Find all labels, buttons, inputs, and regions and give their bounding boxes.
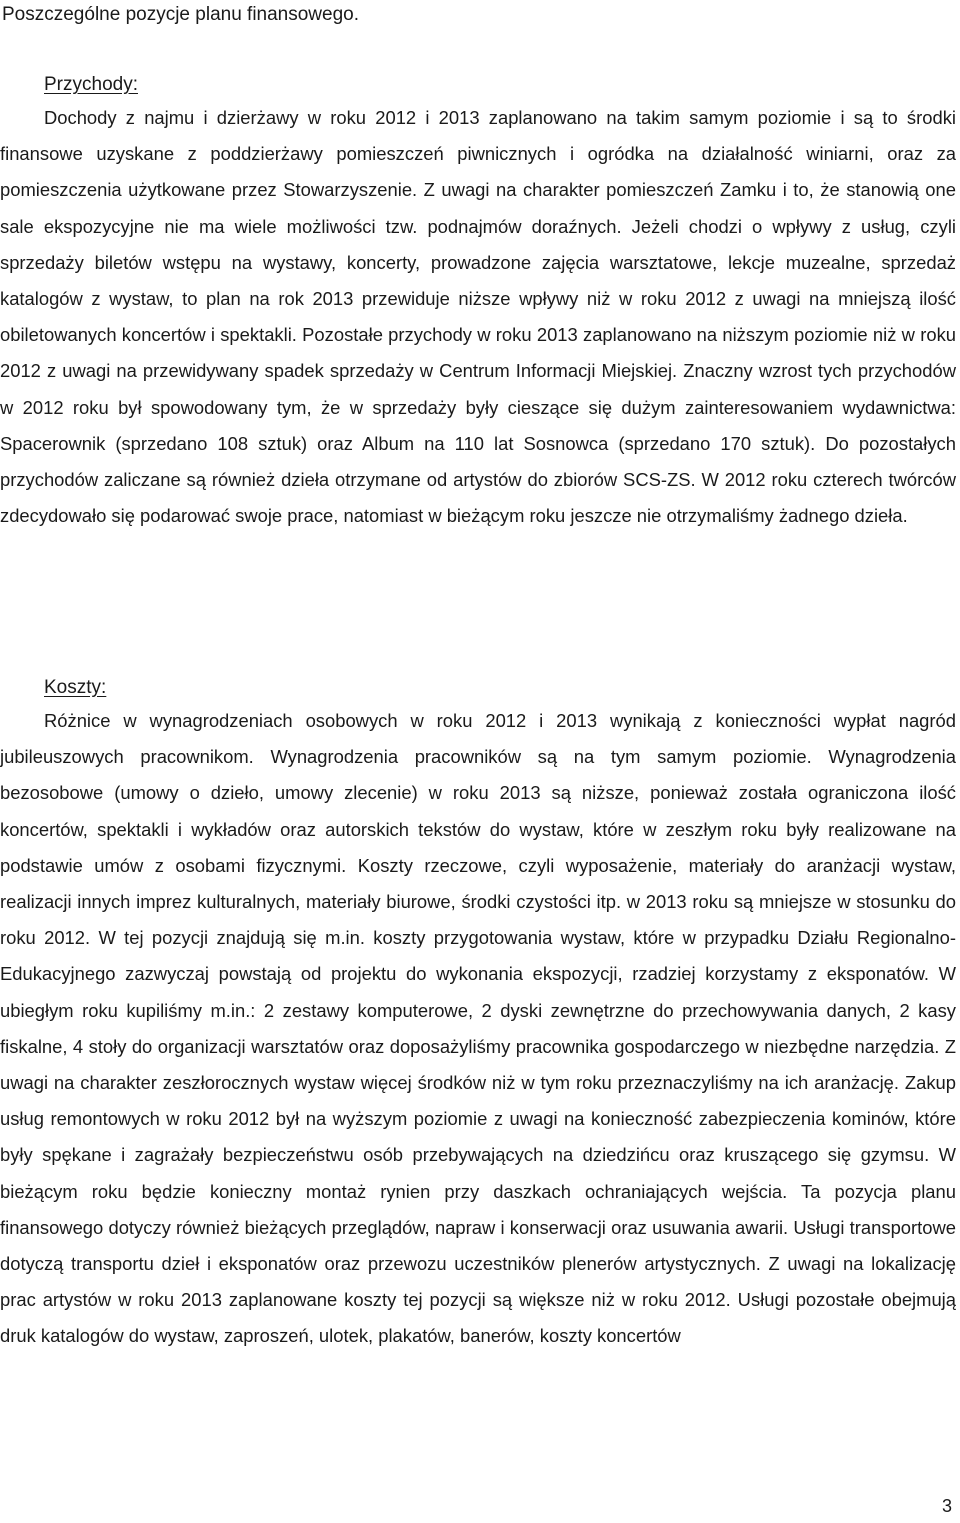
section-heading-costs: Koszty:: [44, 677, 107, 698]
page-number: 3: [941, 1496, 952, 1516]
document-title: Poszczególne pozycje planu finansowego.: [2, 4, 360, 25]
paragraph-income: Dochody z najmu i dzierżawy w roku 2012 i 2013 zaplanowano na takim samym poziomie i są to środki finansowe uzyskane z poddzierżawy pomieszczeń piwnicznych i ogródka na działalność winiarni, oraz za pomieszczenia użytkowane przez Stowarzyszenie. Z uwagi na charakter pomieszczeń Zamku i to, że stanowią one sale ekspozycyjne nie ma wiele możliwości tzw. podnajmów doraźnych. Jeżeli chodzi o wpływy z usług, czyli sprzedaży biletów wstępu na wystawy, koncerty, prowadzone zajęcia warsztatowe, lekcje muzealne, sprzedaż katalogów z wystaw, to plan na rok 2013 przewiduje niższe wpływy niż w roku 2012 z uwagi na mniejszą ilość obiletowanych koncertów i spektakli. Pozostałe przychody w roku 2013 zaplanowano na niższym poziomie niż w roku 2012 z uwagi na przewidywany spadek sprzedaży w Centrum Informacji Miejskiej. Znaczny wzrost tych przychodów w 2012 roku był spowodowany tym, że w sprzedaży były cieszące się dużym zainteresowaniem wydawnictwa: Spacerownik (sprzedano 108 sztuk) oraz Album na 110 lat Sosnowca (sprzedano 170 sztuk). Do pozostałych przychodów zaliczane są również dzieła otrzymane od artystów do zbiorów SCS-ZS. W 2012 roku czterech twórców zdecydowało się podarować swoje prace, natomiast w bieżącym roku jeszcze nie otrzymaliśmy żadnego dzieła.: [0, 107, 956, 527]
paragraph-costs: Różnice w wynagrodzeniach osobowych w roku 2012 i 2013 wynikają z konieczności wypłat nagród jubileuszowych pracownikom. Wynagrodzenia pracowników są na tym samym poziomie. Wynagrodzenia bezosobowe (umowy o dzieło, umowy zlecenie) w roku 2013 są niższe, ponieważ została ograniczona ilość koncertów, spektakli i wykładów oraz autorskich tekstów do wystaw, które w zeszłym roku były realizowane na podstawie umów z osobami fizycznymi. Koszty rzeczowe, czyli wyposażenie, materiały do aranżacji wystaw, realizacji innych imprez kulturalnych, materiały biurowe, środki czystości itp. w 2013 roku są mniejsze w stosunku do roku 2012. W tej pozycji znajdują się m.in. koszty przygotowania wystaw, które w przypadku Działu Regionalno-Edukacyjnego zazwyczaj powstają od projektu do wykonania ekspozycji, rzadziej korzystamy z eksponatów. W ubiegłym roku kupiliśmy m.in.: 2 zestawy komputerowe, 2 dyski zewnętrzne do przechowywania danych, 2 kasy fiskalne, 4 stoły do organizacji warsztatów oraz doposażyliśmy pracownika gospodarczego w niezbędne narzędzia. Z uwagi na charakter zeszłorocznych wystaw więcej środków niż w tym roku przeznaczyliśmy na ich aranżację. Zakup usług remontowych w roku 2012 był na wyższym poziomie z uwagi na konieczność zabezpieczenia kominów, które były spękane i zagrażały bezpieczeństwu osób przebywających na dziedzińcu oraz kruszącego się gzymsu. W bieżącym roku będzie konieczny montaż rynien przy daszkach ochraniających wejścia. Ta pozycja planu finansowego dotyczy również bieżących przeglądów, napraw i konserwacji oraz usuwania awarii. Usługi transportowe dotyczą transportu dzieł i eksponatów oraz przewozu uczestników plenerów artystycznych. Z uwagi na lokalizację prac artystów w roku 2013 zaplanowane koszty tej pozycji są większe niż w roku 2012. Usługi pozostałe obejmują druk katalogów do wystaw, zaproszeń, ulotek, plakatów, banerów, koszty koncertów: [0, 710, 956, 1347]
section-heading-income: Przychody:: [44, 74, 138, 95]
